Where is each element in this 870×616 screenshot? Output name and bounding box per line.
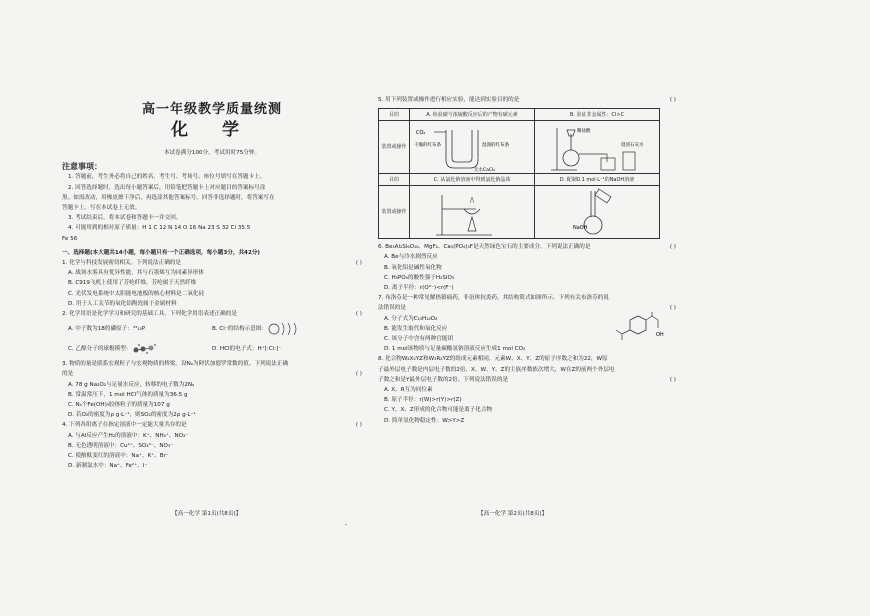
question-stem-cont: [378, 375, 676, 385]
option: C. 该分子中含有两种官能团: [384, 336, 453, 343]
option: A. 与Al反应产生H₂的溶液中：K⁺、NH₄⁺、NO₃⁻: [68, 432, 189, 439]
question-3: [62, 359, 362, 369]
option: A. 分子式为C₁₃H₁₈O₂: [384, 315, 438, 322]
question-5: [378, 95, 676, 105]
question-stem: 2. 化学用语是化学学习和研究的基础工具。下列化学用语表述正确的是: [62, 311, 237, 318]
option-d-purpose: D. 配制0.1 mol·L⁻¹的NaOH溶液: [535, 174, 660, 186]
label-wet-cloth: 湿润的红布条: [482, 143, 509, 149]
option: A. 战场水雾具有优异性能，其与石墨烯互为同素异形体: [68, 270, 204, 277]
label-cacl2: 无水CaCl₂: [474, 168, 496, 173]
notice-heading: 注意事项：: [62, 162, 102, 172]
question-4: [62, 420, 362, 430]
apparatus-b: [535, 121, 660, 174]
experiment-table: [378, 108, 660, 239]
question-stem: 1. 化学与科技发展密切相关。下列说法正确的是: [62, 260, 181, 267]
notice-line: 1. 答题前，考生务必将自己的姓名、考生号、考场号、座位号填写在答题卡上。: [68, 174, 266, 181]
option-row: [62, 339, 362, 359]
answer-paren: ( ): [355, 311, 362, 318]
subject-title: 化 学: [171, 120, 253, 140]
option: D. 用于人工关节的氧化铝陶瓷属于金属材料: [68, 300, 177, 307]
exam-title: 高一年级教学质量统测: [141, 102, 282, 117]
question-6: [378, 242, 676, 252]
option: A. 中子数为18的磷原子：³³₁₅P: [68, 326, 146, 333]
apparatus-a: [410, 121, 535, 174]
question-stem: 3. 物质的量是联系宏观粒子与宏观物质的桥梁。设Nₐ为阿伏加德罗常数的值。下列说法正确: [62, 361, 289, 368]
notice-line: 3. 考试结束后，将本试卷和答题卡一并交回。: [68, 215, 182, 222]
label-dry-cloth: 干燥的红布条: [414, 143, 441, 149]
label-naoh: NaOH: [573, 225, 588, 232]
question-8: 8. 化合物W₂X₂YZ和W₃R₂YZ的组成元素相同，元素W、X、Y、Z的原子序数之和为22，W原: [378, 356, 608, 363]
option: C. H₃PO₄的酸性强于H₂SiO₃: [384, 274, 455, 281]
question-stem-cont: 子最外层电子数是内层电子数的2倍，X、W、Y、Z的主族序数依次增大，W在Z的前两个外层电: [378, 366, 615, 373]
option: B. 无色透明溶液中：Cu²⁺、SO₄²⁻、NO₃⁻: [68, 442, 174, 449]
volumetric-flask-icon: [537, 187, 657, 237]
right-page: [378, 95, 676, 565]
option: C. Nₐ个Fe(OH)₃胶体粒子的质量为107 g: [68, 402, 170, 409]
option: D. 简单氢化物稳定性：W>Y>Z: [384, 417, 465, 424]
question-stem: 6. Be₃Al₂Si₆O₁₈、MgF₂、Ca₅(PO₄)₃F是天然绿色宝石的主要成分。下列说法正确的是: [378, 244, 591, 251]
question-stem: 7. 布洛芬是一种常见解热镇痛药，非甾体抗炎药，其结构简式如图所示。下列有关布洛芬的说: [378, 295, 609, 302]
option-c-purpose: C. 从氯化钠溶液中得到氯化钠晶体: [410, 174, 535, 186]
apparatus-d: [535, 186, 660, 239]
option: C. 光伏发电系统中太阳能电池板的核心材料是二氧化硅: [68, 290, 205, 297]
row-label: 装置或操作: [379, 121, 410, 174]
label-hcl: 稀盐酸: [577, 129, 591, 135]
answer-paren: ( ): [669, 244, 676, 251]
notice-line: 2. 回答选择题时，选出每小题答案后，用铅笔把答题卡上对应题目的答案标号涂: [68, 184, 266, 191]
u-tube-apparatus-icon: [412, 122, 532, 172]
evaporation-dish-icon: [412, 187, 532, 237]
notice-line: 黑。如需改动，用橡皮擦干净后，再选涂其他答案标号。回答非选择题时，将答案写在: [62, 194, 275, 201]
question-stem: 法错误的是: [378, 305, 406, 312]
answer-paren: ( ): [355, 422, 362, 429]
notice-list: [62, 172, 362, 243]
option: C. Y、X、Z形成的化合物可能是离子化合物: [384, 407, 493, 414]
option: B. 能发生取代和氧化反应: [384, 325, 448, 332]
question-7: [378, 293, 676, 303]
option-a-purpose: A. 检验碳与浓硫酸反应后的产物有碳元素: [410, 109, 535, 121]
question-stem: 子数之和是Y最外层电子数的2倍。下列说法错误的是: [378, 376, 509, 383]
question-stem: 5. 用下列装置或操作进行相应实验，能达到实验目的的是: [378, 97, 520, 103]
question-1: [62, 258, 362, 268]
answer-paren: ( ): [355, 260, 362, 267]
option-c: [68, 342, 157, 356]
option: B. 常温常压下，1 mol HCl气体的质量为36.5 g: [68, 391, 188, 398]
answer-paren: ( ): [669, 97, 676, 103]
notice-line: 4. 可能用到的相对原子质量：H 1 C 12 N 14 O 16 Na 23 S 32 Cl 35.5: [68, 225, 251, 232]
question-2: [62, 309, 362, 319]
option: D. 离子半径：r(O²⁻)<r(F⁻): [384, 285, 454, 292]
option: B. 原子半径：r(W)>r(Y)>r(Z): [384, 397, 462, 404]
question-stem: 4. 下列各组离子在指定溶液中一定能大量共存的是: [62, 422, 187, 429]
option-row: [62, 319, 362, 339]
ball-stick-model-icon: [131, 342, 157, 356]
answer-paren: ( ): [355, 371, 362, 378]
option: A. X、R互为同位素: [384, 387, 433, 394]
q7-options: [378, 314, 676, 355]
row-label: 装置或操作: [379, 186, 410, 239]
option: A. Be与冷水剧烈反应: [384, 254, 438, 261]
option: B. 氧化铝是碱性氧化物: [384, 264, 442, 271]
page-footer: 【高一化学 第2页(共8页)】: [478, 511, 548, 517]
flask-apparatus-icon: [537, 122, 657, 172]
option: D. HCl的电子式：H⁺[:Cl:]⁻: [212, 346, 282, 353]
notice-line: 答题卡上。写在本试卷上无效。: [62, 205, 141, 212]
option: A. 78 g Na₂O₂与足量水反应，转移的电子数为2Nₐ: [68, 381, 195, 388]
exam-meta: 本试卷满分100分，考试用时75分钟。: [163, 150, 261, 156]
answer-paren: ( ): [669, 305, 676, 312]
option: D. 1 mol该物质与足量碳酸氢钠溶液反应生成1 mol CO₂: [384, 346, 526, 353]
left-page: [62, 60, 362, 530]
notice-line: Fe 56: [62, 235, 78, 242]
option: B. Cl⁻的结构示意图：: [212, 326, 267, 333]
option: C. 乙醇分子的球棍模型：: [68, 346, 132, 353]
ibuprofen-structure-icon: [612, 312, 668, 342]
option-b-purpose: B. 验证非金属性：Cl>C: [535, 109, 660, 121]
section-heading: 一、选择题(本大题共14小题，每小题只有一个正确选项，每小题3分，共42分): [62, 249, 260, 256]
answer-paren: ( ): [669, 376, 676, 383]
atom-structure-icon: [267, 321, 301, 337]
option: C. 使酚酞变红的溶液中：Na⁺、K⁺、Br⁻: [68, 453, 169, 460]
question-stem: 的是: [62, 371, 74, 378]
page-footer: 【高一化学 第1页(共8页)】: [172, 511, 242, 517]
label-oh: OH: [656, 331, 664, 338]
option: B. C919飞机上使用了芳纶纤维，芳纶属于天然纤维: [68, 280, 197, 287]
option: D. 新制氯水中：Na⁺、Fe²⁺、I⁻: [68, 463, 148, 470]
row-label: 目的: [379, 174, 410, 186]
question-stem-cont: [62, 369, 362, 379]
page-divider-mark: -: [345, 521, 348, 528]
apparatus-c: [410, 186, 535, 239]
label-limewater: 澄清石灰水: [621, 143, 644, 149]
option: D. 若O₂的密度为ρ g·L⁻¹，则SO₂的密度为2ρ g·L⁻¹: [68, 412, 196, 419]
row-label: 目的: [379, 109, 410, 121]
option-b: [212, 321, 362, 337]
label-co2: CO₂: [416, 130, 426, 137]
